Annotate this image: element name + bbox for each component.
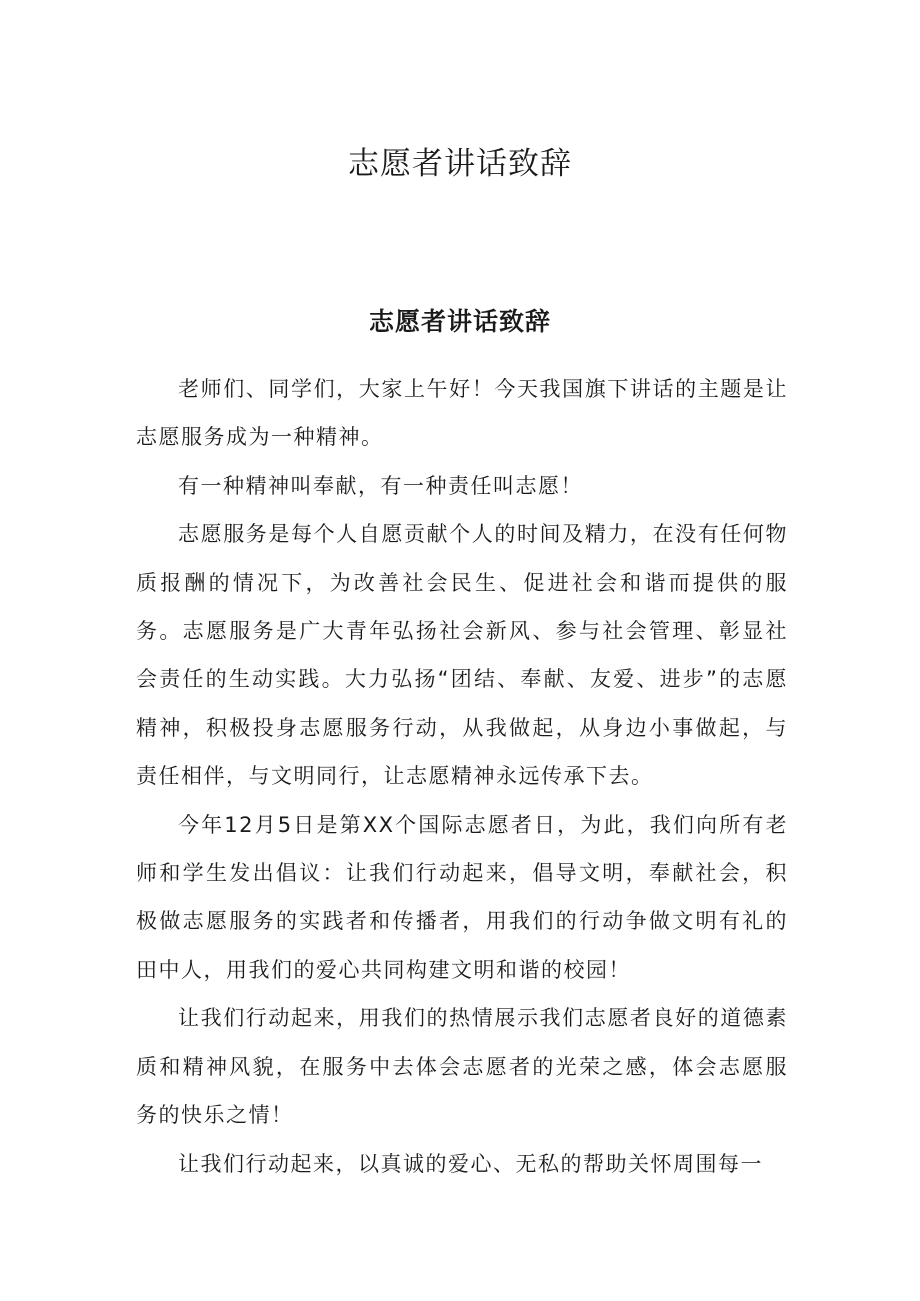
paragraph-action-1: 让我们行动起来，用我们的热情展示我们志愿者良好的道德素质和精神风貌，在服务中去体会志愿者的光荣之感，体会志愿服务的快乐之情！ — [136, 1006, 788, 1128]
paragraph-action-2: 让我们行动起来，以真诚的爱心、无私的帮助关怀周围每一 — [178, 1151, 763, 1176]
document-title: 志愿者讲话致辞 — [348, 146, 572, 182]
paragraph-initiative: 今年12月5日是第XX个国际志愿者日，为此，我们向所有老师和学生发出倡议：让我们行动起来，倡导文明，奉献社会，积极做志愿服务的实践者和传播者，用我们的行动争做文明有礼的田中人，用我们的爱心共同构建文明和谐的校园！ — [136, 812, 788, 982]
paragraph-greeting: 老师们、同学们，大家上午好！今天我国旗下讲话的主题是让志愿服务成为一种精神。 — [136, 377, 788, 450]
paragraph-definition: 志愿服务是每个人自愿贡献个人的时间及精力，在没有任何物质报酬的情况下，为改善社会民生、促进社会和谐而提供的服务。志愿服务是广大青年弘扬社会新风、参与社会管理、彰显社会责任的生动实践。大力弘扬“团结、奉献、友爱、进步”的志愿精神，积极投身志愿服务行动，从我做起，从身边小事做起，与责任相伴，与文明同行，让志愿精神永远传承下去。 — [136, 522, 788, 789]
section-title: 志愿者讲话致辞 — [368, 307, 551, 336]
paragraph-motto: 有一种精神叫奉献，有一种责任叫志愿！ — [178, 473, 583, 498]
document-body — [136, 365, 788, 1188]
